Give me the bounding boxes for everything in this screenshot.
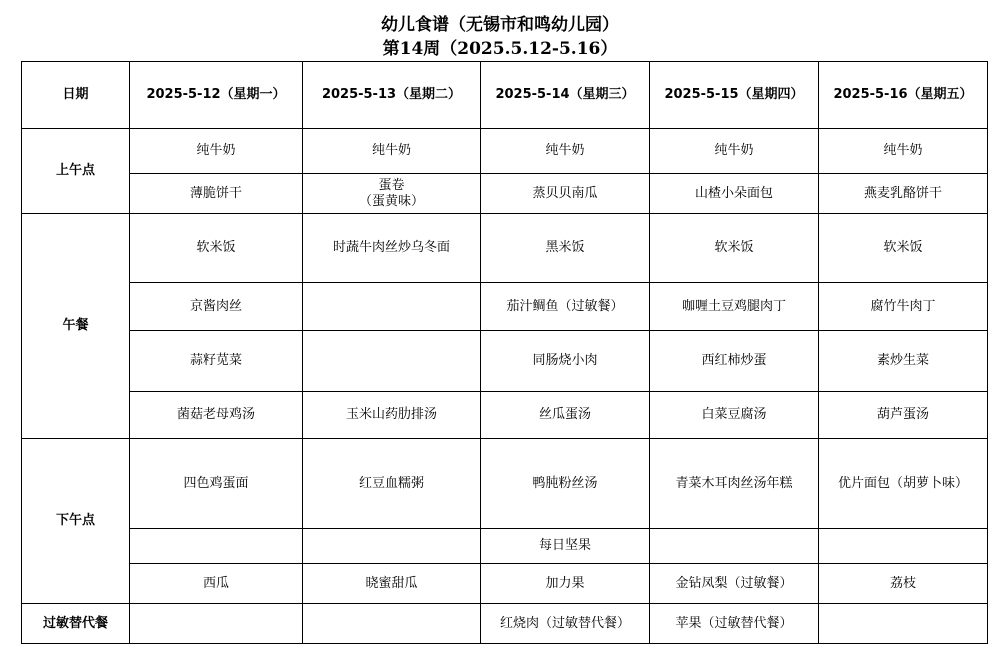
table-row [22, 392, 988, 439]
menu-cell [650, 529, 819, 564]
menu-cell: 纯牛奶 [303, 129, 481, 174]
menu-cell: 燕麦乳酪饼干 [819, 174, 988, 214]
menu-cell: 西瓜 [130, 564, 303, 604]
menu-cell: 加力果 [481, 564, 650, 604]
menu-cell: 纯牛奶 [130, 129, 303, 174]
section-allergy-substitute: 过敏替代餐 [22, 604, 130, 644]
section-lunch: 午餐 [22, 214, 130, 439]
day-header-fri: 2025-5-16（星期五） [819, 62, 988, 129]
menu-cell [819, 529, 988, 564]
menu-cell: 素炒生菜 [819, 331, 988, 392]
table-row [22, 439, 988, 529]
menu-cell: 四色鸡蛋面 [130, 439, 303, 529]
menu-cell: 西红柿炒蛋 [650, 331, 819, 392]
menu-cell [819, 604, 988, 644]
menu-cell: 优片面包（胡萝卜味） [819, 439, 988, 529]
menu-cell: 黑米饭 [481, 214, 650, 283]
menu-cell [303, 331, 481, 392]
menu-cell: 咖喱土豆鸡腿肉丁 [650, 283, 819, 331]
menu-cell: 软米饭 [130, 214, 303, 283]
menu-cell: 纯牛奶 [650, 129, 819, 174]
menu-cell [303, 604, 481, 644]
menu-cell: 蒜籽苋菜 [130, 331, 303, 392]
menu-cell: 葫芦蛋汤 [819, 392, 988, 439]
table-row [22, 214, 988, 283]
menu-cell: 软米饭 [650, 214, 819, 283]
menu-cell: 金钻凤梨（过敏餐） [650, 564, 819, 604]
menu-cell: 鸭肫粉丝汤 [481, 439, 650, 529]
menu-cell: 红豆血糯粥 [303, 439, 481, 529]
section-afternoon-snack: 下午点 [22, 439, 130, 604]
table-row [22, 331, 988, 392]
menu-cell-line: （蛋黄味） [358, 193, 424, 209]
menu-cell [130, 604, 303, 644]
menu-cell-line: 蛋卷 [378, 177, 405, 193]
menu-cell: 玉米山药肋排汤 [303, 392, 481, 439]
menu-cell: 腐竹牛肉丁 [819, 283, 988, 331]
day-header-thu: 2025-5-15（星期四） [650, 62, 819, 129]
menu-cell-two-line [303, 174, 481, 214]
menu-cell: 红烧肉（过敏替代餐） [481, 604, 650, 644]
menu-cell: 山楂小朵面包 [650, 174, 819, 214]
menu-cell: 苹果（过敏替代餐） [650, 604, 819, 644]
header-row [22, 62, 988, 129]
table-row [22, 174, 988, 214]
day-header-wed: 2025-5-14（星期三） [481, 62, 650, 129]
date-header: 日期 [22, 62, 130, 129]
table-row [22, 604, 988, 644]
menu-cell: 京酱肉丝 [130, 283, 303, 331]
section-morning-snack: 上午点 [22, 129, 130, 214]
menu-cell: 晓蜜甜瓜 [303, 564, 481, 604]
menu-cell: 荔枝 [819, 564, 988, 604]
page-title: 幼儿食谱（无锡市和鸣幼儿园） [381, 15, 619, 35]
table-row [22, 283, 988, 331]
menu-cell: 时蔬牛肉丝炒乌冬面 [303, 214, 481, 283]
table-row [22, 129, 988, 174]
day-header-tue: 2025-5-13（星期二） [303, 62, 481, 129]
day-header-mon: 2025-5-12（星期一） [130, 62, 303, 129]
table-row [22, 529, 988, 564]
menu-cell: 蒸贝贝南瓜 [481, 174, 650, 214]
page-subtitle: 第14周（2025.5.12-5.16） [382, 39, 618, 59]
menu-cell [303, 529, 481, 564]
table-row [22, 564, 988, 604]
menu-cell [303, 283, 481, 331]
menu-cell: 白菜豆腐汤 [650, 392, 819, 439]
menu-table [21, 61, 988, 644]
menu-cell: 软米饭 [819, 214, 988, 283]
menu-cell: 丝瓜蛋汤 [481, 392, 650, 439]
menu-cell: 薄脆饼干 [130, 174, 303, 214]
menu-cell: 茄汁鲷鱼（过敏餐） [481, 283, 650, 331]
menu-cell: 每日坚果 [481, 529, 650, 564]
menu-cell: 青菜木耳肉丝汤年糕 [650, 439, 819, 529]
menu-cell [130, 529, 303, 564]
menu-cell: 纯牛奶 [481, 129, 650, 174]
menu-cell: 同肠烧小肉 [481, 331, 650, 392]
menu-cell: 纯牛奶 [819, 129, 988, 174]
menu-cell: 菌菇老母鸡汤 [130, 392, 303, 439]
